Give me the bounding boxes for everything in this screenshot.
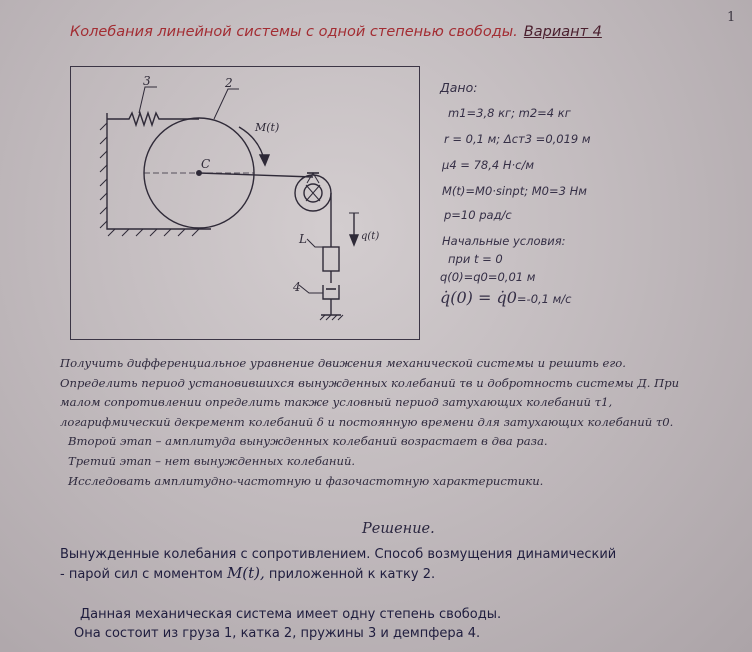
damper-leader — [299, 285, 323, 293]
solution-line2-pre: - парой сил с моментом — [60, 567, 227, 582]
load-block — [323, 247, 339, 271]
rope-horizontal — [199, 173, 313, 177]
task-line: Третий этап – нет вынужденных колебаний. — [68, 453, 356, 468]
given-radius-deflection: r = 0,1 м; Δст3 =0,019 м — [444, 132, 591, 146]
label-moment: M(t) — [255, 121, 280, 134]
system-description — [74, 605, 752, 643]
spring — [107, 113, 199, 125]
label-q: q(t) — [361, 231, 380, 242]
solution-line: Вынужденные колебания с сопротивлением. Способ возмущения динамический — [60, 547, 617, 562]
solution-line: Она состоит из груза 1, катка 2, пружины 3 и демпфера 4. — [74, 626, 481, 641]
given-qdot0 — [440, 288, 572, 307]
floor-hatching — [108, 229, 199, 236]
given-damping: μ4 = 78,4 Н·с/м — [442, 158, 535, 172]
qdot0-value: =-0,1 м/с — [516, 292, 572, 306]
moment-symbol: M(t), — [226, 564, 265, 582]
page-number: 1 — [727, 10, 736, 25]
task-line: Исследовать амплитудно-частотную и фазочастотную характеристики. — [68, 473, 544, 488]
roller-leader — [214, 89, 239, 119]
given-initial-heading: Начальные условия: — [442, 234, 566, 248]
damper-cup — [323, 285, 339, 299]
label-center: C — [201, 157, 211, 171]
page-title — [70, 24, 602, 40]
q-arrowhead — [350, 235, 358, 245]
pulley-cross — [306, 185, 320, 201]
mechanism-figure — [70, 66, 420, 340]
spring-leader — [139, 87, 157, 113]
task-line: Второй этап – амплитуда вынужденных колебаний возрастает в два раза. — [68, 434, 548, 449]
solution-line: Данная механическая система имеет одну степень свободы. — [80, 607, 502, 622]
given-masses: m1=3,8 кг; m2=4 кг — [448, 106, 571, 120]
given-q0: q(0)=q0=0,01 м — [440, 270, 536, 284]
given-frequency: p=10 рад/с — [444, 208, 512, 222]
task-statement — [60, 354, 740, 491]
label-roller: 2 — [225, 76, 233, 90]
task-line: Получить дифференциальное уравнение движения механической системы и решить его. — [60, 356, 626, 370]
task-line: Определить период установившихся вынужденных колебаний τв и добротность системы Д. При — [60, 375, 680, 390]
label-weight: L — [299, 232, 307, 246]
label-spring: 3 — [143, 74, 151, 88]
task-line: логарифмический декремент колебаний δ и постоянную времени для затухающих колебаний τ0. — [60, 414, 674, 429]
title-main: Колебания линейной системы с одной степенью свободы. — [70, 24, 518, 40]
solution-line — [60, 564, 750, 584]
qdot0-formula: q̇(0) = q̇0 — [440, 288, 517, 307]
given-heading: Дано: — [440, 80, 478, 95]
given-moment: M(t)=M0·sinpt; M0=3 Нм — [442, 184, 587, 198]
load-leader — [307, 239, 323, 247]
solution-heading: Решение. — [362, 521, 435, 537]
label-damper: 4 — [293, 280, 301, 294]
solution-line2-post: приложенной к катку 2. — [264, 567, 436, 582]
title-variant: Вариант 4 — [523, 24, 602, 40]
moment-arrowhead — [260, 155, 269, 165]
given-at-t: при t = 0 — [448, 252, 503, 266]
wall-hatching — [100, 123, 107, 228]
solution-intro — [60, 545, 750, 584]
task-line: малом сопротивлении определить также условный период затухающих колебаний τ1, — [60, 395, 613, 410]
mechanism-diagram — [71, 67, 421, 341]
